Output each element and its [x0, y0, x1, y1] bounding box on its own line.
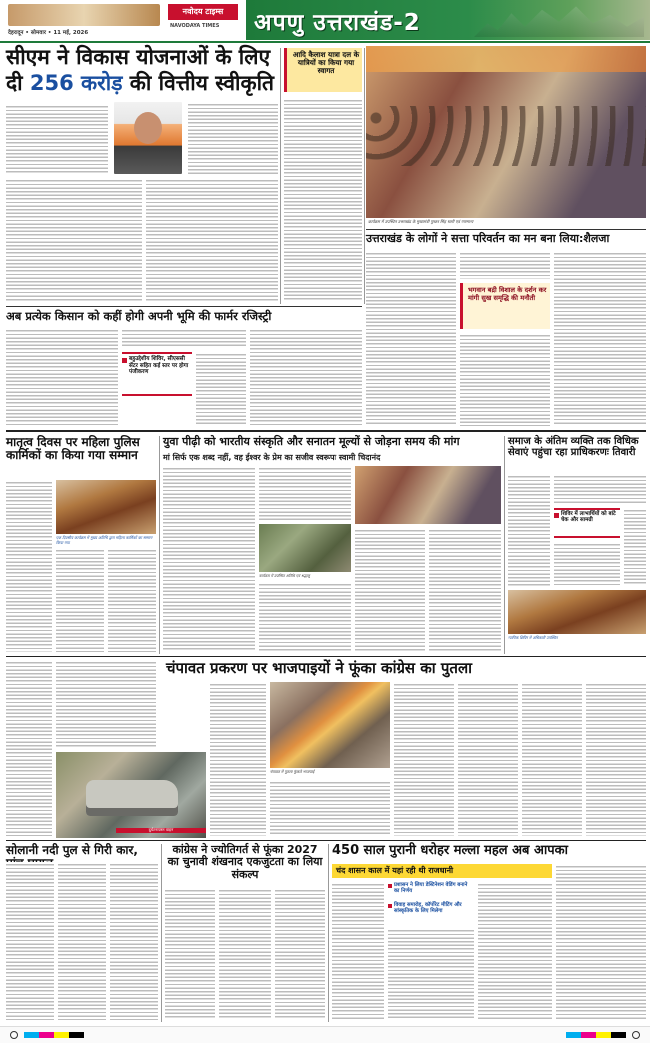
story5-caption: एक दिवसीय कार्यक्रम में मुख्य अतिथि द्वारा महिला कार्मिकों का सम्मान किया गया: [56, 535, 153, 545]
story9-headline: सोलानी नदी पुल से गिरी कार,: [6, 843, 138, 857]
story7-col-3: [624, 508, 646, 586]
rule-story4: [366, 229, 646, 230]
story3-col-2: [122, 328, 246, 348]
story3-headline: अब प्रत्येक किसान को कहीं होगी अपनी भूमि की फार्मर रजिस्ट्री: [6, 309, 272, 323]
band-rule-2: [6, 656, 646, 657]
page-title: अपणु उत्तराखंड-2: [254, 10, 421, 36]
cm-portrait: [114, 102, 182, 174]
story3-pullquote: [122, 352, 192, 396]
masthead: [0, 0, 650, 42]
story1-col-4: [146, 178, 278, 302]
story6-col-2: [259, 466, 351, 522]
story5-col-2: [56, 548, 104, 652]
story5-col-3: [108, 548, 156, 652]
story3-col-4: [250, 328, 362, 426]
photo-police-women: [56, 480, 156, 534]
story8-col-4: [270, 780, 390, 836]
story6-col-5: [429, 528, 501, 652]
headline-pre: दी: [6, 71, 23, 95]
story9-col-1: [6, 862, 54, 1020]
story7-col-1: [508, 474, 550, 586]
rule-story3-top: [6, 306, 362, 307]
story8-caption-2: चंपावत में पुतला फूंकते भाजपाई: [270, 769, 315, 774]
story10-col-2: [219, 888, 271, 1020]
color-bar-left: [24, 1032, 84, 1038]
story8-col-6: [458, 682, 518, 836]
story-effigy: [6, 660, 646, 838]
story4-headline: उत्तराखंड के लोगों ने सत्ता परिवर्तन का मन बना लिया:शैलजा: [366, 232, 610, 245]
story3-pullquote-text: बहुउद्देशीय शिविर, सीएससी सेंटर सहित कई स्तर पर होगा पंजीकरण: [129, 356, 189, 376]
story4-col-4: [554, 251, 646, 426]
story4-col-2: [460, 251, 550, 279]
story1-col-1: [6, 104, 108, 174]
story7-col-2: [554, 474, 646, 504]
story9-col-3: [110, 862, 158, 1020]
story6-subhead: मां सिर्फ एक शब्द नहीं, वह ईश्वर के प्रेम का सजीव स्वरूपः स्वामी चिदानंद: [163, 453, 381, 462]
photo-car-accident: [56, 752, 206, 838]
brand-english: NAVODAYA TIMES: [170, 23, 220, 29]
story6-col-3: [259, 582, 351, 652]
headline-amount: 256 करोड़: [29, 71, 123, 95]
story10-col-1: [165, 888, 215, 1020]
band-rule-1: [6, 430, 646, 432]
story11-col-2: [388, 928, 474, 1020]
story8-caption-1: दुर्घटनाग्रस्त वाहन: [116, 828, 206, 833]
story8-col-3: [210, 682, 266, 836]
story-farmer-registry: [6, 310, 362, 428]
story8-headline: चंपावत प्रकरण पर भाजपाइयों ने फूंका कांग्रेस का पुतला: [166, 659, 473, 677]
story-adi-kailash: [284, 48, 362, 304]
col-divider-1: [280, 48, 281, 304]
story11-col-3: [478, 882, 552, 1020]
brand-name: नवोदय टाइम्स: [182, 7, 224, 16]
col-divider-2: [364, 48, 365, 304]
story8-col-7: [522, 682, 582, 836]
story7-pullquote-text: शिविर में लाभार्थियों को बांटे चेक और सामग्री: [561, 511, 616, 524]
story6-col-4: [355, 528, 425, 652]
color-bar-right: [566, 1032, 626, 1038]
story2-header-box: [284, 48, 362, 92]
footer-strip: [0, 1026, 650, 1043]
car-shape: [86, 780, 178, 816]
photo-swami: [259, 524, 351, 572]
col-divider-6: [328, 844, 329, 1022]
story8-col-5: [394, 682, 454, 836]
story10-headline: कांग्रेस ने ज्योतिगर्त से फूंका 2027 का चुनावी शंखनाद एकजुटता का लिया संकल्प: [167, 843, 323, 881]
story-cm-approval: [6, 46, 278, 304]
photo-effigy-burning: [270, 682, 390, 768]
story3-col-3: [196, 352, 246, 426]
masthead-rule: [0, 41, 650, 43]
registration-mark-left: [10, 1031, 18, 1039]
page-title-banner: [246, 0, 650, 40]
story7-headline: समाज के अंतिम व्यक्ति तक विधिक सेवाएं पहुंचा रहा प्राधिकरणः तिवारी: [508, 436, 639, 459]
photo-youth-event: [355, 466, 501, 524]
story11-headline: 450 साल पुरानी धरोहर मल्ला महल अब आपका: [332, 843, 569, 858]
story8-col-8: [586, 682, 646, 836]
story2-headline: आदि कैलाश यात्रा दल के यात्रियों का किया गया स्वागत: [292, 50, 360, 76]
story8-col-2: [56, 660, 156, 748]
story3-col-1: [6, 328, 118, 426]
story1-col-2: [188, 102, 278, 174]
story-malla-mahal: [332, 844, 646, 1022]
story11-bullet-2: [388, 902, 474, 924]
bullet-marker-2: [388, 904, 392, 908]
story11-subhead: चंद शासन काल में यहां रही थी राजधानी: [336, 866, 454, 875]
story-congress: [165, 844, 325, 1022]
story6-col-1: [163, 466, 255, 652]
temple-illustration: [474, 3, 644, 37]
story-legal-services: [508, 436, 646, 654]
story8-col-1: [6, 660, 52, 836]
story10-col-3: [275, 888, 325, 1020]
headline-line-2: [6, 72, 278, 96]
story11-bullet-1: [388, 882, 474, 900]
story4-pullquote: [460, 283, 550, 329]
headline-post: की वित्तीय स्वीकृति: [129, 71, 275, 95]
story4-col-1: [366, 251, 456, 426]
story5-headline: मातृत्व दिवस पर महिला पुलिस कार्मिकों का किया गया सम्मान: [6, 435, 140, 463]
story11-bullet-2-text: विवाह समारोह, कॉर्पोरेट मीटिंग और सांस्कृतिक के लिए मिलेगा: [394, 902, 462, 915]
story5-col-1: [6, 480, 52, 652]
pullquote-marker-2: [554, 513, 559, 518]
col-divider-5: [161, 844, 162, 1022]
col-divider-3: [159, 436, 160, 654]
cm-face: [134, 112, 162, 144]
photo-banner: [366, 46, 646, 72]
story1-col-3: [6, 178, 142, 302]
story6-caption: कार्यक्रम में उपस्थित अतिथि एवं श्रद्धालु: [259, 574, 310, 578]
bullet-marker-1: [388, 884, 392, 888]
story7-caption: न्यायिक शिविर में अधिकारी उपस्थित: [508, 635, 558, 640]
story11-bullet-1-text: प्रशासन ने लिया डेस्टिनेशन वेडिंग बनाने का निर्णय: [394, 882, 468, 895]
story11-col-1: [332, 882, 384, 1020]
story11-col-4: [556, 864, 646, 1020]
story2-body: [284, 98, 362, 302]
story4-col-3: [460, 333, 550, 426]
story-youth-culture: [163, 436, 501, 654]
registration-mark-right: [632, 1031, 640, 1039]
pullquote-marker: [122, 358, 127, 363]
story9-col-2: [58, 862, 106, 1020]
photo-cm-event: [366, 46, 646, 218]
photo-legal-camp: [508, 590, 646, 634]
story-mothers-day: [6, 436, 156, 654]
brand-logo: [168, 4, 238, 20]
story7-pullquote: [554, 508, 620, 538]
story-solani-bridge: [6, 844, 158, 1022]
headline-line-1: सीएम ने विकास योजनाओं के लिए: [6, 45, 271, 69]
band-rule-3: [6, 840, 646, 841]
story4-caption: कार्यक्रम में उपस्थित उत्तराखंड के मुख्यमंत्री पुष्कर सिंह धामी एवं गणमान्य: [368, 219, 474, 224]
story7-col-4: [554, 542, 620, 586]
story4-pullquote-text: भगवान बद्री विशाल के दर्शन कर मांगी सुख समृद्धि की मनौती: [468, 286, 547, 302]
story11-subhead-bar: [332, 864, 552, 878]
story6-headline: युवा पीढ़ी को भारतीय संस्कृति और सनातन मूल्यों से जोड़ना समय की मांग: [163, 435, 460, 448]
col-divider-4: [504, 436, 505, 654]
photo-crowd-heads: [366, 106, 646, 166]
masthead-left-strip: [8, 4, 160, 26]
dateline: देहरादून • सोमवार • 11 मई, 2026: [8, 30, 89, 36]
story-shailja: [366, 233, 646, 428]
